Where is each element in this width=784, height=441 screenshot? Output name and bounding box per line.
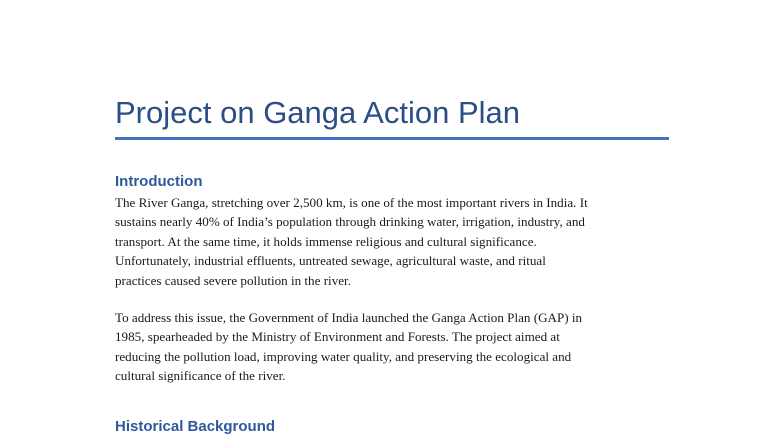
document-title: Project on Ganga Action Plan	[115, 95, 520, 130]
paragraph-line: practices caused severe pollution in the river.	[115, 272, 351, 288]
paragraph-line: Unfortunately, industrial effluents, untreated sewage, agricultural waste, and ritual	[115, 253, 546, 269]
section-heading-introduction: Introduction	[115, 173, 203, 190]
introduction-paragraph-1	[115, 193, 663, 290]
paragraph-line: sustains nearly 40% of India’s population through drinking water, irrigation, industry, and	[115, 214, 585, 230]
paragraph-line: transport. At the same time, it holds immense religious and cultural significance.	[115, 233, 537, 249]
paragraph-line: reducing the pollution load, improving water quality, and preserving the ecological and	[115, 348, 572, 364]
introduction-paragraph-2	[115, 308, 663, 386]
section-heading-historical-background: Historical Background	[115, 418, 276, 435]
paragraph-line: The River Ganga, stretching over 2,500 km, is one of the most important rivers in India. It	[115, 195, 588, 210]
paragraph-line: To address this issue, the Government of India launched the Ganga Action Plan (GAP) in	[115, 310, 583, 325]
paragraph-line: cultural significance of the river.	[115, 368, 286, 384]
paragraph-line: 1985, spearheaded by the Ministry of Environment and Forests. The project aimed at	[115, 329, 560, 345]
title-underline	[115, 137, 669, 140]
